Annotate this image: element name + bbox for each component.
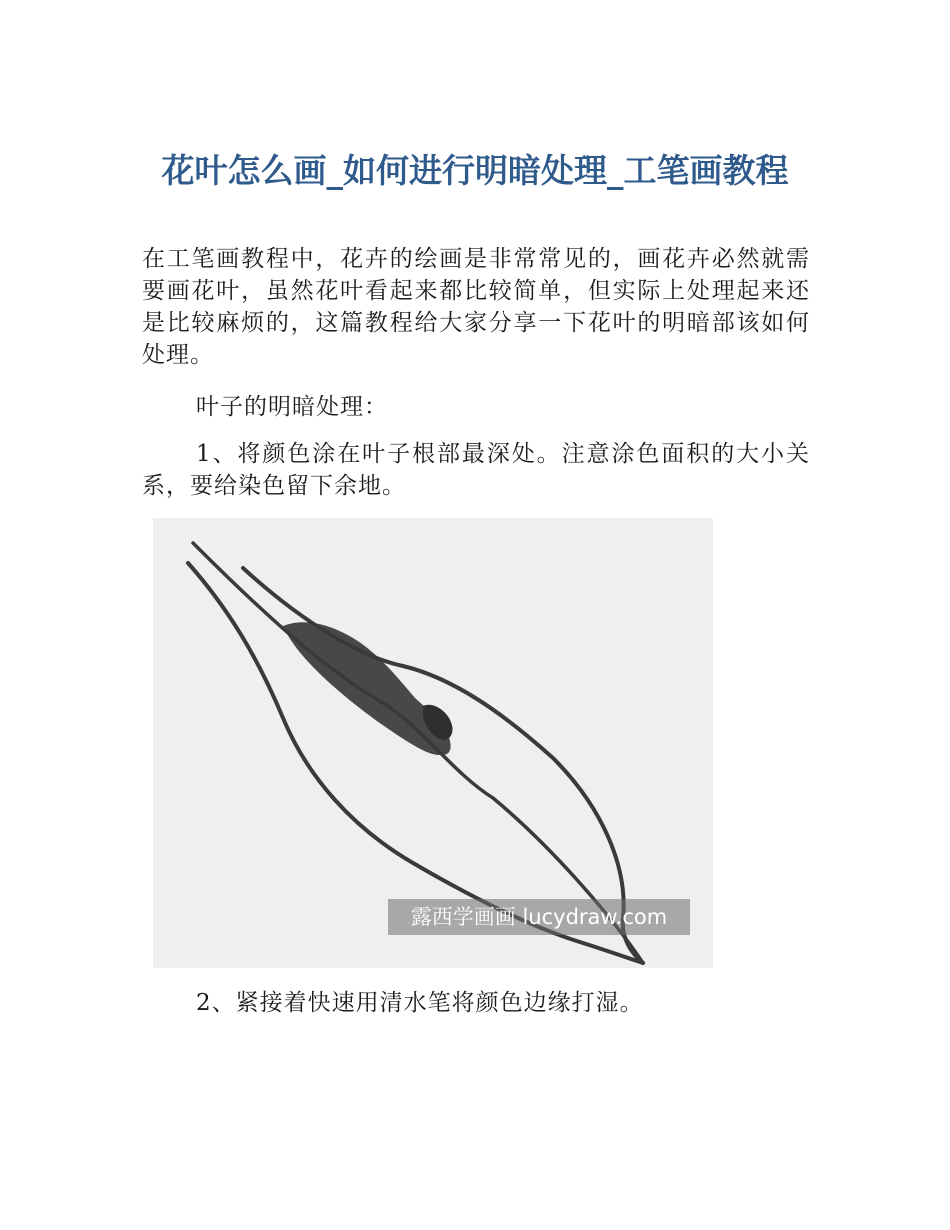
step2-paragraph: 2、紧接着快速用清水笔将颜色边缘打湿。 — [196, 990, 644, 1016]
subheading-paragraph: 叶子的明暗处理： — [196, 394, 388, 420]
step1-paragraph: 1、将颜色涂在叶子根部最深处。注意涂色面积的大小关系，要给染色留下余地。 — [142, 441, 810, 499]
figure-watermark: 露西学画画 lucydraw.com — [388, 899, 690, 935]
intro-paragraph: 在工笔画教程中，花卉的绘画是非常常见的，画花卉必然就需要画花叶，虽然花叶看起来都比较简单，但实际上处理起来还是比较麻烦的，这篇教程给大家分享一下花叶的明暗部该如何处理。 — [142, 246, 810, 368]
ink-shading — [283, 622, 451, 755]
leaf-illustration — [153, 518, 713, 968]
document-title: 花叶怎么画_如何进行明暗处理_工笔画教程 — [161, 151, 789, 190]
